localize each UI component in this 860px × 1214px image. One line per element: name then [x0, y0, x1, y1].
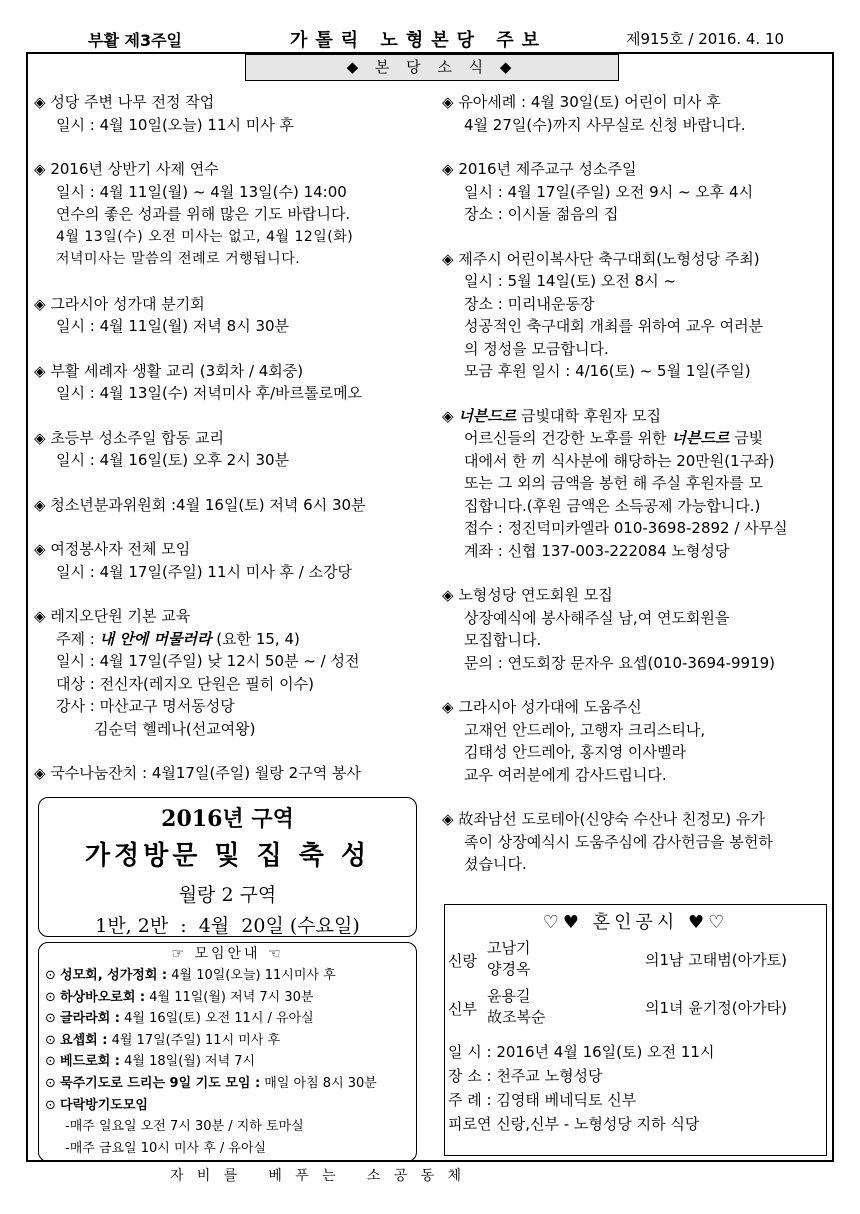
notice-item [34, 762, 434, 785]
wedding-info-line: 주 례 : 김영태 베네딕토 신부 [448, 1091, 637, 1109]
meeting-item [45, 1030, 410, 1052]
notice-item [442, 808, 832, 876]
notice-line: 4월 27일(수)까지 사무실로 신청 바랍니다. [464, 115, 746, 134]
meeting-detail: 4월 17일(주일) 11시 미사 후 [107, 1032, 281, 1048]
meeting-detail: 매일 아침 8시 30분 [260, 1075, 377, 1091]
meeting-item [45, 1008, 410, 1030]
notice-item [442, 584, 832, 674]
notice-line: 일시 : 4월 10일(오늘) 11시 미사 후 [56, 115, 294, 134]
bulletin-title: 가톨릭 노형본당 주보 [290, 30, 548, 51]
notice-item [34, 494, 434, 517]
meeting-item [45, 965, 410, 987]
theme-prefix: 주제 : [56, 629, 100, 648]
notice-line: 일시 : 4월 16일(토) 오후 2시 30분 [56, 451, 290, 469]
wedding-info [445, 1040, 826, 1136]
visit-district: 월랑 2 구역 [178, 884, 277, 906]
notice-item [34, 427, 434, 472]
notice-line: 일시 : 5월 14일(토) 오전 8시 ~ [464, 272, 677, 290]
section-banner: ◆ 본 당 소 식 ◆ [245, 54, 619, 81]
notice-line: 대상 : 전신자(레지오 단원은 필히 이수) [56, 674, 314, 693]
visit-title: 가정방문 및 집 축 성 [84, 841, 371, 871]
notice-title: ◈ 초등부 성소주일 합동 교리 [34, 427, 434, 450]
parent-name: 고남기 [487, 939, 531, 957]
meeting-name: 글라라회 : [60, 1011, 120, 1027]
visit-schedule: 1반, 2반 : 4월 20일 (수요일) [95, 915, 360, 937]
meeting-name: 다락방기도모임 [60, 1097, 148, 1113]
notice-title [442, 405, 832, 428]
left-column [34, 91, 434, 807]
notice-line: 일시 : 4월 11일(월) ~ 4월 13일(수) 14:00 [56, 182, 347, 201]
visit-year-line: 2016년 구역 [161, 806, 294, 832]
notice-item [34, 360, 434, 405]
groom-label: 신랑 [448, 952, 477, 970]
notice-line: 대에서 한 끼 식사분에 해당하는 20만원(1구좌) [464, 451, 775, 470]
notice-line: 접수 : 정진덕미카엘라 010-3698-2892 / 사무실 [464, 519, 788, 537]
notice-line: 일시 : 4월 13일(수) 저녁미사 후/바르톨로메오 [56, 384, 363, 402]
notice-line: 4월 13일(수) 오전 미사는 없고, 4월 12일(화) [56, 228, 354, 245]
notice-item [442, 696, 832, 786]
issue-number-date: 제915호 / 2016. 4. 10 [626, 30, 785, 48]
meeting-detail: 4월 16일(토) 오전 11시 / 유아실 [120, 1011, 314, 1027]
meeting-name: 베드로회 : [60, 1054, 120, 1070]
notice-title: ◈ 청소년분과위원회 :4월 16일(토) 저녁 6시 30분 [34, 494, 434, 517]
right-column [442, 91, 832, 898]
meeting-subitem: -매주 금요일 10시 미사 후 / 유아실 [65, 1140, 267, 1156]
bride-parents [487, 986, 545, 1028]
issue-sunday: 부활 제3주일 [88, 31, 182, 50]
notice-item [442, 91, 832, 136]
notice-title: ◈ 2016년 제주교구 성소주일 [442, 158, 832, 181]
meeting-item [45, 1051, 410, 1073]
groom-row [445, 938, 826, 982]
notice-item [442, 248, 832, 383]
notice-theme-line [34, 628, 434, 651]
bride-desc: 의1녀 윤기정(아가타) [645, 999, 787, 1017]
meeting-item [45, 1095, 410, 1117]
wedding-info-line: 일 시 : 2016년 4월 16일(토) 오전 11시 [448, 1043, 715, 1061]
notice-line: 셨습니다. [464, 855, 527, 873]
notice-title: ◈ 레지오단원 기본 교육 [34, 605, 434, 628]
parent-name: 양경옥 [487, 960, 531, 978]
groom-parents [487, 938, 530, 980]
notice-line: 일시 : 4월 17일(주일) 오전 9시 ~ 오후 4시 [464, 182, 754, 201]
wedding-announcement-box [444, 904, 827, 1156]
bride-label: 신부 [448, 1000, 477, 1018]
notice-line-part: 어르신들의 건강한 노후를 위한 [464, 429, 672, 447]
notice-line: 족이 상장예식시 도움주심에 감사헌금을 봉헌하 [464, 832, 773, 851]
notice-title: ◈ 노형성당 연도회원 모집 [442, 584, 832, 607]
notice-title: ◈ 그라시아 성가대에 도움주신 [442, 696, 832, 719]
notice-line: 김순덕 헬레나(선교여왕) [56, 719, 256, 738]
notice-title: ◈ 부활 세례자 생활 교리 (3회차 / 4회중) [34, 360, 434, 383]
meeting-item [45, 1073, 410, 1095]
notice-item [34, 158, 434, 271]
notice-line: 계좌 : 신협 137-003-222084 노형성당 [464, 541, 730, 560]
meeting-detail: 4월 11일(월) 저녁 7시 30분 [145, 989, 314, 1005]
notice-line [442, 427, 832, 450]
meeting-subitem: -매주 일요일 오전 7시 30분 / 지하 토마실 [65, 1119, 304, 1135]
meeting-name: 요셉회 : [60, 1032, 108, 1048]
notice-line: 모집합니다. [464, 631, 542, 649]
notice-title: ◈ 2016년 상반기 사제 연수 [34, 158, 434, 181]
notice-item [34, 605, 434, 740]
theme-decorative: 내 안에 머물러라 [99, 629, 212, 648]
notice-title: ◈ 여정봉사자 전체 모임 [34, 538, 434, 561]
meeting-detail: 4월 10일(오늘) 11시미사 후 [167, 968, 336, 983]
notice-title: ◈ 유아세례 : 4월 30일(토) 어린이 미사 후 [442, 91, 832, 114]
notice-title-text: 금빛대학 후원자 모집 [516, 406, 661, 425]
notice-line: 장소 : 미리내운동장 [464, 294, 595, 313]
notice-item [442, 405, 832, 563]
notice-title: ◈ 성당 주변 나무 전정 작업 [34, 91, 434, 114]
notice-line: 장소 : 이시돌 젊음의 집 [464, 205, 619, 223]
notice-line: 일시 : 4월 11일(월) 저녁 8시 30분 [56, 317, 290, 335]
notice-line: 또는 그 외의 금액을 봉헌 해 주실 후원자를 모 [464, 474, 763, 492]
program-name-decorative: 너븐드르 [458, 406, 517, 425]
bride-row [445, 986, 826, 1030]
notice-line: 교우 여러분에게 감사드립니다. [464, 765, 667, 784]
notice-line: 집합니다.(후원 금액은 소득공제 가능합니다.) [464, 496, 761, 515]
footer-motto: 자 비 를 베 푸 는 소 공 동 체 [170, 1168, 461, 1184]
parent-name: 故조복순 [487, 1008, 546, 1026]
notice-title: ◈ 국수나눔잔치 : 4월17일(주일) 월랑 2구역 봉사 [34, 762, 434, 785]
notice-line: 상장예식에 봉사해주실 남,여 연도회원을 [464, 608, 730, 627]
notice-title: ◈ 그라시아 성가대 분기회 [34, 293, 434, 316]
notice-line: 일시 : 4월 17일(주일) 11시 미사 후 / 소강당 [56, 562, 353, 581]
theme-suffix: (요한 15, 4) [211, 629, 300, 648]
notice-title: ◈ 제주시 어린이복사단 축구대회(노형성당 주최) [442, 248, 832, 271]
home-visit-box [38, 797, 417, 937]
groom-desc: 의1남 고태범(아가토) [645, 951, 787, 969]
notice-line: 저녁미사는 말씀의 전례로 거행됩니다. [56, 251, 301, 267]
meeting-guide-box [38, 942, 417, 1162]
notice-item [442, 158, 832, 226]
notice-line: 성공적인 축구대회 개최를 위하여 교우 여러분 [464, 317, 764, 335]
notice-line: 김태성 안드레아, 홍지영 이사벨라 [464, 743, 686, 761]
notice-title: ◈ 故좌남선 도로테아(신양숙 수산나 친정모) 유가 [442, 808, 832, 831]
notice-item [34, 91, 434, 136]
meeting-name: 하상바오로회 : [60, 989, 146, 1005]
program-name-decorative: 너븐드르 [671, 429, 730, 447]
notice-line: 일시 : 4월 17일(주일) 낮 12시 50분 ~ / 성전 [56, 652, 360, 670]
wedding-info-line: 장 소 : 천주교 노형성당 [448, 1067, 603, 1085]
parent-name: 윤용길 [487, 987, 531, 1005]
notice-line: 고재언 안드레아, 고행자 크리스티나, [464, 720, 706, 739]
meeting-detail: 4월 18일(월) 저녁 7시 [120, 1054, 256, 1070]
wedding-title: ♡♥ 혼인공시 ♥♡ [542, 912, 729, 933]
notice-item [34, 293, 434, 338]
notice-line-part: 금빛 [729, 429, 764, 447]
notice-item [34, 538, 434, 583]
notice-line: 모금 후원 일시 : 4/16(토) ~ 5월 1일(주일) [464, 362, 751, 380]
notice-line: 문의 : 연도회장 문자우 요셉(010-3694-9919) [464, 653, 776, 672]
meeting-title: ☞ 모임안내 ☜ [171, 946, 284, 962]
notice-line: 강사 : 마산교구 명서동성당 [56, 697, 235, 715]
meeting-item [45, 987, 410, 1009]
notice-line: 연수의 좋은 성과를 위해 많은 기도 바랍니다. [56, 205, 351, 223]
meeting-name: 성모회, 성가정회 : [60, 968, 168, 983]
notice-line: 의 정성을 모금합니다. [464, 339, 609, 358]
wedding-info-line: 피로연 신랑,신부 - 노형성당 지하 식당 [448, 1115, 700, 1133]
meeting-name: 묵주기도로 드리는 9일 기도 모임 : [60, 1075, 261, 1091]
